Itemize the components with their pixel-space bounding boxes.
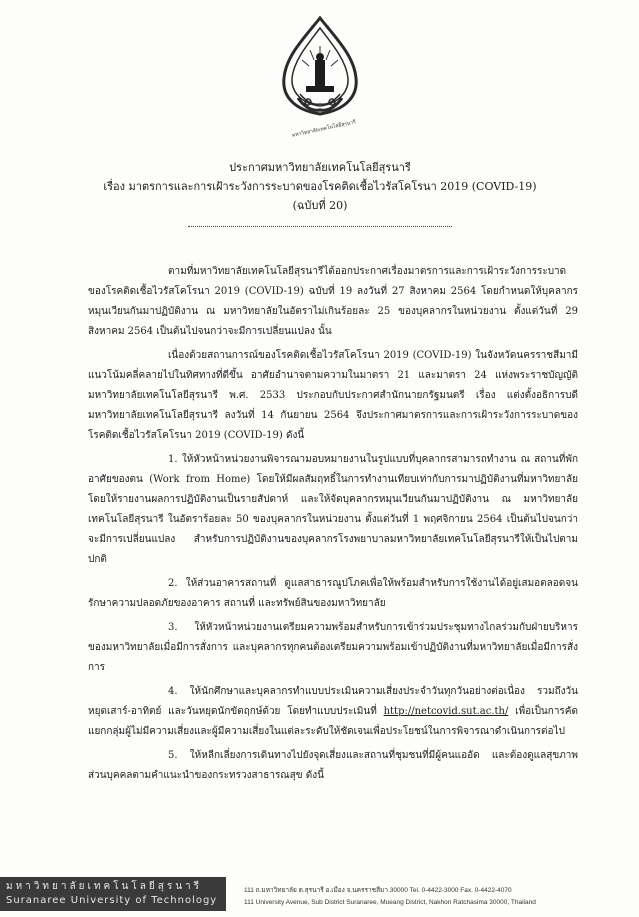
page-footer — [0, 875, 639, 917]
basis-paragraph: เนื่องด้วยสถานการณ์ของโรคติดเชื้อไวรัสโคโรนา 2019 (COVID-19) ในจังหวัดนครราชสีมามีแนวโน้มคลี่คลายไปในทิศทางที่ดีขึ้น อาศัยอำนาจตามความในมาตรา 21 และมาตรา 24 แห่งพระราชบัญญัติมหาวิทยาลัยเทคโนโลยีสุรนารี พ.ศ. 2533 ประกอบกับประกาศสำนักนายกรัฐมนตรี เรื่อง แต่งตั้งอธิการบดีมหาวิทยาลัยเทคโนโลยีสุรนารี ลงวันที่ 14 กันยายน 2564 จึงประกาศมาตรการและการเฝ้าระวังการระบาดของโรคติดเชื้อไวรัสโคโรนา 2019 (COVID-19) ดังนี้ — [88, 350, 578, 441]
announcement-subject: เรื่อง มาตรการและการเฝ้าระวังการระบาดของโรคติดเชื้อไวรัสโคโรนา 2019 (COVID-19) — [103, 180, 537, 193]
measure-item-5: 5. ให้หลีกเลี่ยงการเดินทางไปยังจุดเสี่ยงและสถานที่ชุมชนที่มีผู้คนแออัด และต้องดูแลสุขภาพส่วนบุคคลตามคำแนะนำของกระทรวงสาธารณสุข ดังนี้ — [88, 750, 578, 781]
footer-university-name-th: มหาวิทยาลัยเทคโนโลยีสุรนารี — [6, 881, 203, 892]
measure-item-2: 2. ให้ส่วนอาคารสถานที่ ดูแลสาธารณูปโภคเพื่อให้พร้อมสำหรับการใช้งานได้อยู่เสมอตลอดจนรักษาความปลอดภัยของอาคาร สถานที่ และทรัพย์สินของมหาวิทยาลัย — [88, 578, 578, 609]
measure-item-4-text-after: เพื่อเป็นการคัดแยกกลุ่มผู้ไม่มีความเสี่ยงและผู้มีความเสี่ยงในแต่ละระดับให้ชัดเจนเพื่อประโยชน์ในการพิจารณาดำเนินการต่อไป — [88, 706, 578, 737]
self-assessment-link[interactable]: http://netcovid.sut.ac.th/ — [383, 706, 509, 717]
measure-item-1: 1. ให้หัวหน้าหน่วยงานพิจารณามอบหมายงานในรูปแบบที่บุคลากรสามารถทำงาน ณ สถานที่พักอาศัยของตน (Work from Home) โดยให้มีผลสัมฤทธิ์ในการทำงานเทียบเท่ากับการมาปฏิบัติงานที่มหาวิทยาลัยโดยให้รายงานผลการปฏิบัติงานเป็นรายสัปดาห์ และให้จัดบุคลากรหมุนเวียนกันมาปฏิบัติงาน ณ มหาวิทยาลัยเทคโนโลยีสุรนารี ในอัตราร้อยละ 50 ของบุคลากรในหน่วยงาน ตั้งแต่วันที่ 1 พฤศจิกายน 2564 เป็นต้นไปจนกว่าจะมีการเปลี่ยนแปลง สำหรับการปฏิบัติงานของบุคลากรโรงพยาบาลมหาวิทยาลัยเทคโนโลยีสุรนารีให้เป็นไปตามปกติ — [88, 454, 578, 565]
intro-paragraph: ตามที่มหาวิทยาลัยเทคโนโลยีสุรนารีได้ออกประกาศเรื่องมาตรการและการเฝ้าระวังการระบาดของโรคติดเชื้อไวรัสโคโรนา 2019 (COVID-19) ฉบับที่ 19 ลงวันที่ 27 สิงหาคม 2564 โดยกำหนดให้บุคลากรหมุนเวียนกันมาปฏิบัติงาน ณ มหาวิทยาลัยในอัตราไม่เกินร้อยละ 25 ของบุคลากรในหน่วยงาน ตั้งแต่วันที่ 29 สิงหาคม 2564 เป็นต้นไปจนกว่าจะมีการเปลี่ยนแปลง นั้น — [88, 266, 578, 337]
footer-university-name-en: Suranaree University of Technology — [6, 895, 218, 906]
title-divider — [188, 226, 452, 227]
issue-number: (ฉบับที่ 20) — [292, 199, 348, 212]
measure-item-4-text: 4. ให้นักศึกษาและบุคลากรทำแบบประเมินความเสี่ยงประจำวันทุกวันอย่างต่อเนื่อง รวมถึงวันหยุดเสาร์-อาทิตย์ และวันหยุดนักขัตฤกษ์ด้วย โดยทำแบบประเมินที่ — [88, 686, 578, 717]
measure-item-4 — [88, 682, 578, 742]
footer-address-en: 111 University Avenue, Sub District Suranaree, Mueang District, Nakhon Ratchasima 30000, Thailand — [244, 899, 536, 906]
footer-address-th: 111 ถ.มหาวิทยาลัย ต.สุรนารี อ.เมือง จ.นครราชสีมา 30000 Tel. 0-4422-3000 Fax. 0-4422-4070 — [244, 887, 512, 894]
announcement-title: ประกาศมหาวิทยาลัยเทคโนโลยีสุรนารี — [229, 161, 411, 174]
seal-caption: มหาวิทยาลัยเทคโนโลยีสุรนารี — [291, 119, 357, 139]
announcement-body — [88, 262, 578, 790]
measure-item-3: 3. ให้หัวหน้าหน่วยงานเตรียมความพร้อมสำหรับการเข้าร่วมประชุมทางไกลร่วมกับฝ่ายบริหารของมหาวิทยาลัยเมื่อมีการสั่งการ และบุคลากรทุกคนต้องเตรียมความพร้อมเข้าปฏิบัติงานที่มหาวิทยาลัยเมื่อมีการสั่งการ — [88, 622, 578, 673]
